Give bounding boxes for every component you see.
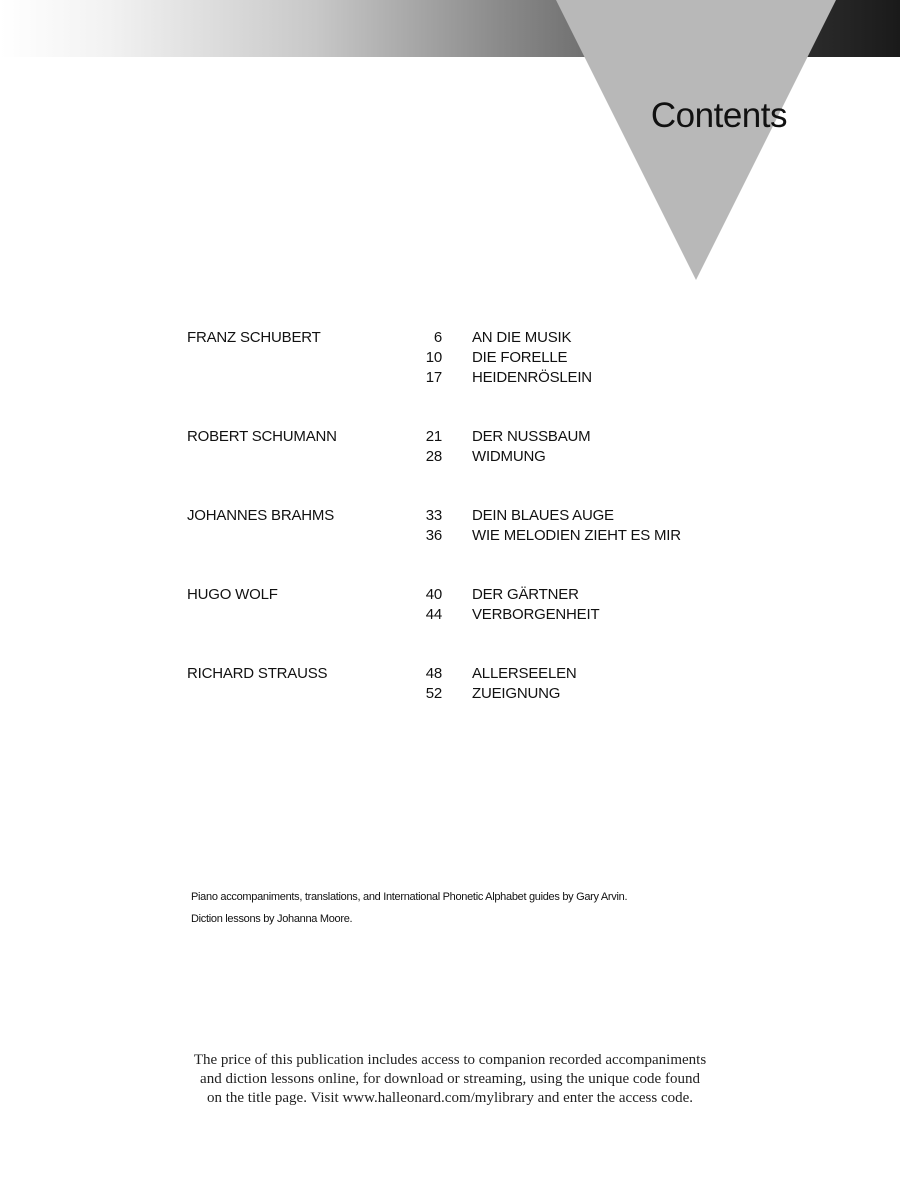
song-title: ALLERSEELEN bbox=[472, 665, 577, 682]
page-number: 44 bbox=[425, 606, 442, 623]
toc-entry[interactable] bbox=[412, 506, 747, 526]
song-title: WIE MELODIEN ZIEHT ES MIR bbox=[472, 527, 681, 544]
toc-entry[interactable] bbox=[412, 348, 747, 368]
page-number: 28 bbox=[425, 448, 442, 465]
toc-entry[interactable] bbox=[412, 526, 747, 546]
song-title: ZUEIGNUNG bbox=[472, 685, 561, 702]
notice-line: on the title page. Visit www.halleonard.com/mylibrary and enter the access code. bbox=[206, 1090, 694, 1106]
notice-line: and diction lessons online, for download or streaming, using the unique code found bbox=[200, 1071, 700, 1087]
toc-group-brahms bbox=[187, 506, 747, 546]
toc-entry[interactable] bbox=[412, 585, 747, 605]
credits bbox=[191, 886, 627, 930]
page-number: 52 bbox=[425, 685, 442, 702]
toc-entry[interactable] bbox=[412, 605, 747, 625]
song-list bbox=[412, 664, 747, 704]
toc-group-schumann bbox=[187, 427, 747, 467]
song-list bbox=[412, 585, 747, 625]
page-number: 17 bbox=[425, 369, 442, 386]
song-title: AN DIE MUSIK bbox=[472, 329, 572, 346]
page-number: 6 bbox=[433, 329, 442, 346]
song-title: WIDMUNG bbox=[472, 448, 546, 465]
song-title: HEIDENRÖSLEIN bbox=[472, 369, 592, 386]
song-list bbox=[412, 427, 747, 467]
toc-group-wolf bbox=[187, 585, 747, 625]
song-list bbox=[412, 328, 747, 388]
composer-name: JOHANNES BRAHMS bbox=[187, 507, 335, 524]
song-title: DIE FORELLE bbox=[472, 349, 568, 366]
toc-entry[interactable] bbox=[412, 368, 747, 388]
toc-group-schubert bbox=[187, 328, 747, 388]
composer-name: HUGO WOLF bbox=[187, 586, 278, 603]
composer-name: RICHARD STRAUSS bbox=[187, 665, 328, 682]
song-list bbox=[412, 506, 747, 546]
song-title: VERBORGENHEIT bbox=[472, 606, 600, 623]
composer-name: ROBERT SCHUMANN bbox=[187, 428, 337, 445]
song-title: DEIN BLAUES AUGE bbox=[472, 507, 614, 524]
table-of-contents bbox=[187, 328, 747, 743]
toc-group-strauss bbox=[187, 664, 747, 704]
credits-line: Diction lessons by Johanna Moore. bbox=[191, 913, 353, 925]
page-number: 40 bbox=[425, 586, 442, 603]
credits-line: Piano accompaniments, translations, and International Phonetic Alphabet guides by Gary Arvin. bbox=[191, 891, 628, 903]
toc-entry[interactable] bbox=[412, 427, 747, 447]
song-title: DER NUSSBAUM bbox=[472, 428, 591, 445]
page-number: 21 bbox=[425, 428, 442, 445]
page-title: Contents bbox=[650, 96, 787, 135]
page-number: 10 bbox=[425, 349, 442, 366]
toc-entry[interactable] bbox=[412, 684, 747, 704]
access-notice bbox=[0, 1051, 900, 1108]
header-triangle bbox=[0, 0, 900, 300]
page-number: 33 bbox=[425, 507, 442, 524]
notice-line: The price of this publication includes access to companion recorded accompaniments bbox=[193, 1052, 707, 1068]
song-title: DER GÄRTNER bbox=[472, 586, 579, 603]
page-number: 36 bbox=[425, 527, 442, 544]
composer-name: FRANZ SCHUBERT bbox=[187, 329, 321, 346]
toc-entry[interactable] bbox=[412, 664, 747, 684]
toc-entry[interactable] bbox=[412, 447, 747, 467]
page-number: 48 bbox=[425, 665, 442, 682]
toc-entry[interactable] bbox=[412, 328, 747, 348]
